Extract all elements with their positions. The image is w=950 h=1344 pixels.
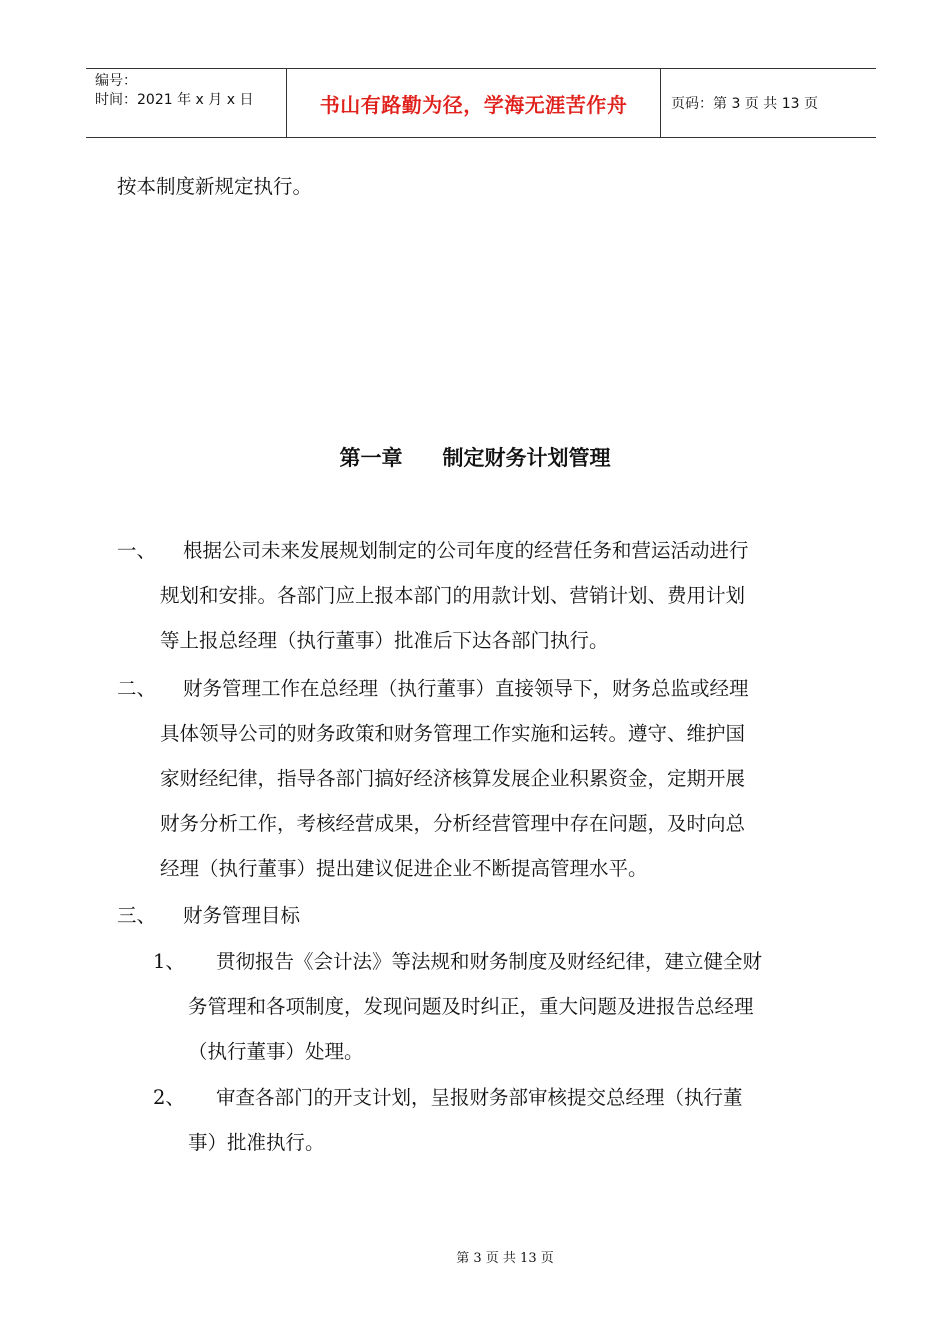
list-item-text (117, 893, 857, 938)
list-item-text (117, 528, 857, 663)
text-line: 财务管理工作在总经理（执行董事）直接领导下，财务总监或经理 (183, 677, 749, 700)
list-item-number: 1、 (153, 950, 185, 973)
text-line: 务管理和各项制度，发现问题及时纠正，重大问题及进报告总经理 (188, 995, 754, 1018)
header-page-info: 页码：第 3 页 共 13 页 (671, 96, 818, 112)
list-item-text (153, 939, 863, 1074)
document-time-label: 时间：2021 年 x 月 x 日 (95, 92, 254, 108)
list-item-number: 二、 (117, 677, 157, 700)
header-meta (86, 69, 287, 137)
text-line: 财务管理目标 (183, 904, 301, 927)
chapter-number: 第一章 (339, 446, 403, 470)
text-line: 财务分析工作，考核经营成果，分析经营管理中存在问题，及时向总 (160, 812, 746, 835)
text-line: 具体领导公司的财务政策和财务管理工作实施和运转。遵守、维护国 (160, 722, 746, 745)
page-footer: 第 3 页 共 13 页 (456, 1251, 554, 1266)
text-line: 贯彻报告《会计法》等法规和财务制度及财经纪律，建立健全财 (216, 950, 763, 973)
text-line: 审查各部门的开支计划，呈报财务部审核提交总经理（执行董 (216, 1086, 743, 1109)
list-item-text (117, 666, 857, 891)
document-number-label: 编号： (95, 73, 137, 89)
list-item-number: 2、 (153, 1086, 185, 1109)
text-line: 事）批准执行。 (188, 1131, 325, 1154)
text-line: 规划和安排。各部门应上报本部门的用款计划、营销计划、费用计划 (160, 584, 746, 607)
chapter-title: 制定财务计划管理 (442, 446, 611, 470)
text-line: 根据公司未来发展规划制定的公司年度的经营任务和营运活动进行 (183, 539, 749, 562)
list-item-text (153, 1075, 863, 1165)
header-motto: 书山有路勤为径，学海无涯苦作舟 (287, 69, 661, 137)
chapter-heading (0, 442, 950, 472)
page-header (86, 68, 876, 138)
text-line: （执行董事）处理。 (188, 1040, 364, 1063)
intro-paragraph: 按本制度新规定执行。 (117, 175, 313, 198)
list-item-number: 三、 (117, 904, 157, 927)
text-line: 经理（执行董事）提出建议促进企业不断提高管理水平。 (160, 857, 648, 880)
text-line: 家财经纪律，指导各部门搞好经济核算发展企业积累资金，定期开展 (160, 767, 746, 790)
list-item-number: 一、 (117, 539, 157, 562)
text-line: 等上报总经理（执行董事）批准后下达各部门执行。 (160, 629, 609, 652)
